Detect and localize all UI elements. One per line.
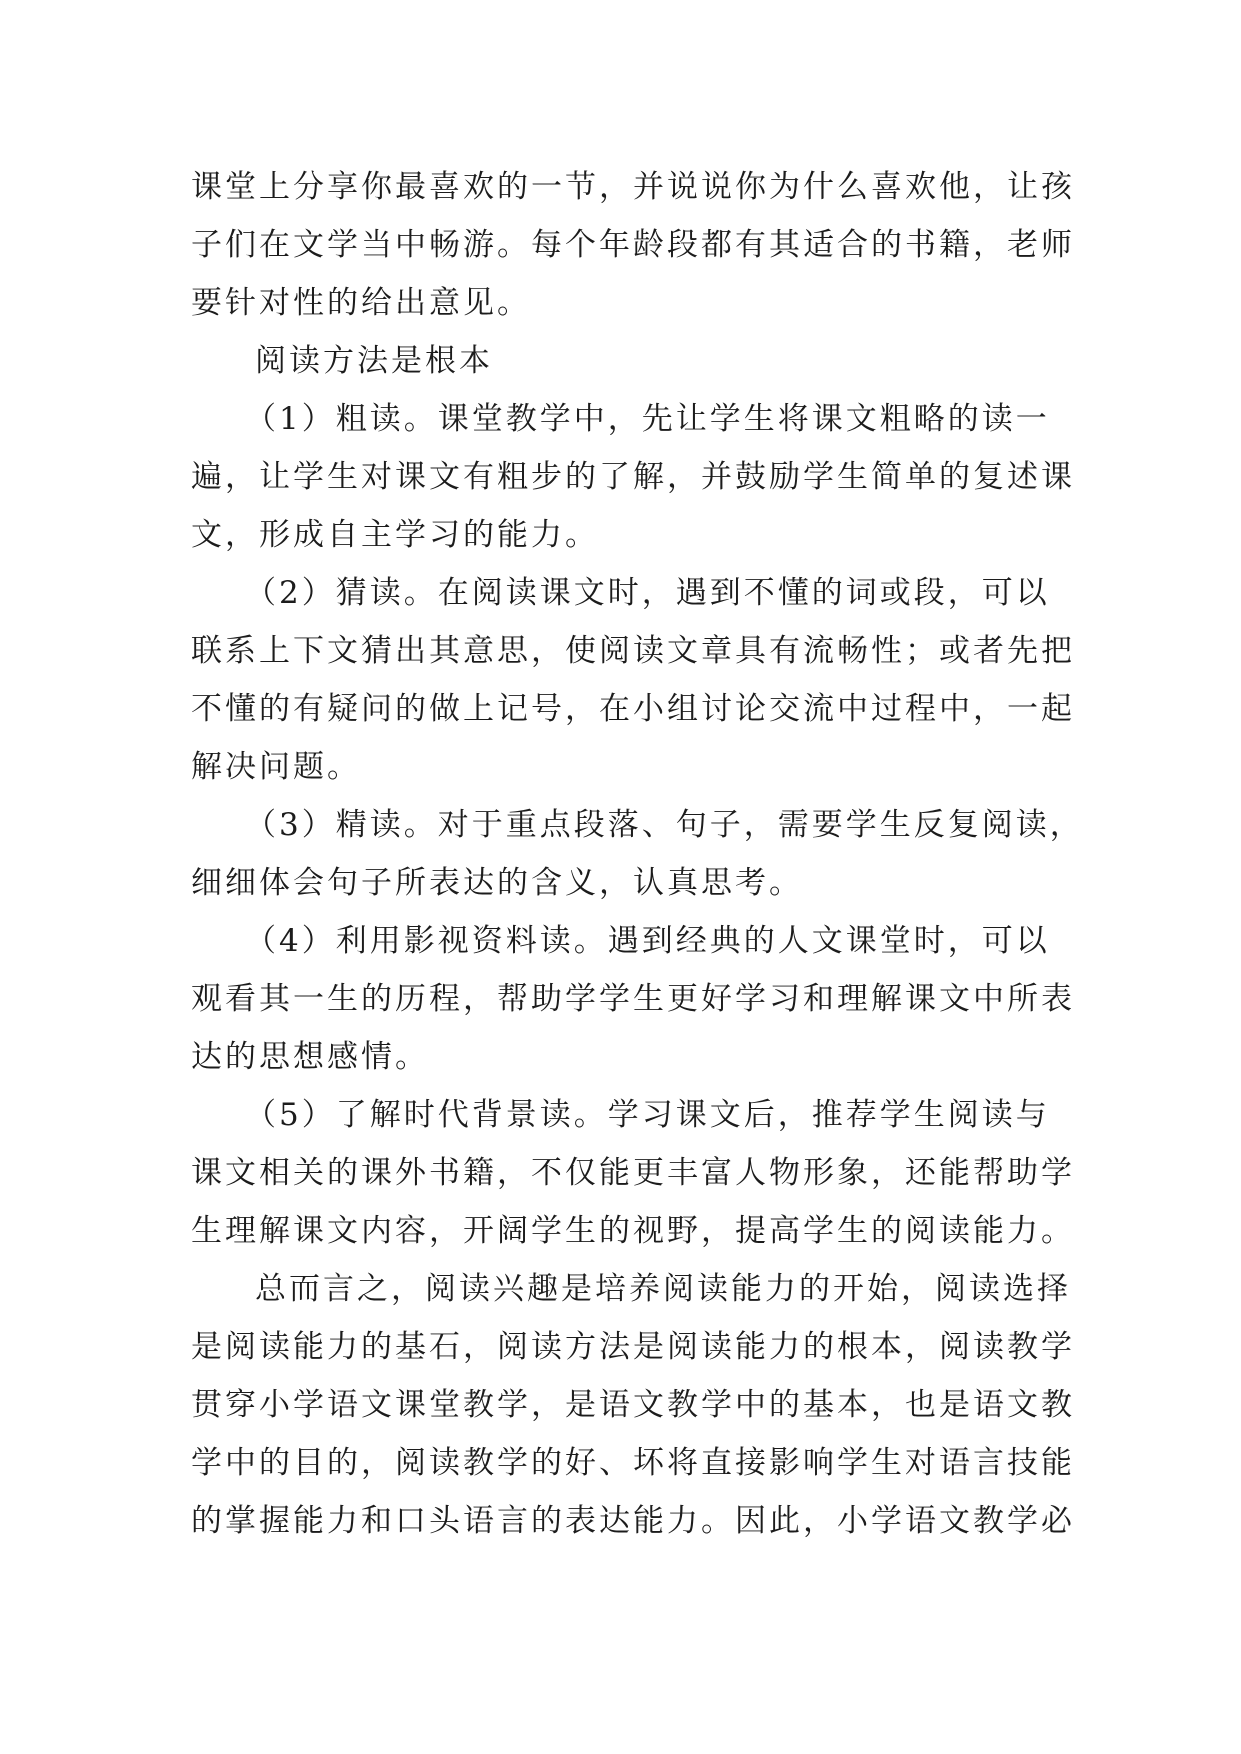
text-line: 学中的目的，阅读教学的好、坏将直接影响学生对语言技能 <box>191 1445 1075 1481</box>
text-line: （5）了解时代背景读。学习课文后，推荐学生阅读与 <box>245 1097 1050 1133</box>
text-line: 要针对性的给出意见。 <box>191 285 531 321</box>
text-line: 子们在文学当中畅游。每个年龄段都有其适合的书籍，老师 <box>191 227 1075 263</box>
text-line: 总而言之，阅读兴趣是培养阅读能力的开始，阅读选择 <box>255 1271 1071 1307</box>
text-line: （4）利用影视资料读。遇到经典的人文课堂时，可以 <box>245 923 1050 959</box>
text-line: 贯穿小学语文课堂教学，是语文教学中的基本，也是语文教 <box>191 1387 1075 1423</box>
section-heading: 阅读方法是根本 <box>255 343 493 379</box>
text-line: 生理解课文内容，开阔学生的视野，提高学生的阅读能力。 <box>191 1213 1075 1249</box>
text-line: 不懂的有疑问的做上记号，在小组讨论交流中过程中，一起 <box>191 691 1075 727</box>
text-line: 的掌握能力和口头语言的表达能力。因此，小学语文教学必 <box>191 1503 1075 1539</box>
text-line: （3）精读。对于重点段落、句子，需要学生反复阅读， <box>245 807 1084 843</box>
text-line: 细细体会句子所表达的含义，认真思考。 <box>191 865 803 901</box>
text-line: 解决问题。 <box>191 749 361 785</box>
text-line: 联系上下文猜出其意思，使阅读文章具有流畅性；或者先把 <box>191 633 1075 669</box>
text-line: 达的思想感情。 <box>191 1039 429 1075</box>
text-line: 课文相关的课外书籍，不仅能更丰富人物形象，还能帮助学 <box>191 1155 1075 1191</box>
document-body <box>191 158 1084 1550</box>
text-line: 课堂上分享你最喜欢的一节，并说说你为什么喜欢他，让孩 <box>191 169 1075 205</box>
text-line: 是阅读能力的基石，阅读方法是阅读能力的根本，阅读教学 <box>191 1329 1075 1365</box>
text-line: （2）猜读。在阅读课文时，遇到不懂的词或段，可以 <box>245 575 1050 611</box>
text-line: （1）粗读。课堂教学中，先让学生将课文粗略的读一 <box>245 401 1050 437</box>
text-line: 文，形成自主学习的能力。 <box>191 517 599 553</box>
text-line: 观看其一生的历程，帮助学学生更好学习和理解课文中所表 <box>191 981 1075 1017</box>
text-line: 遍，让学生对课文有粗步的了解，并鼓励学生简单的复述课 <box>191 459 1075 495</box>
